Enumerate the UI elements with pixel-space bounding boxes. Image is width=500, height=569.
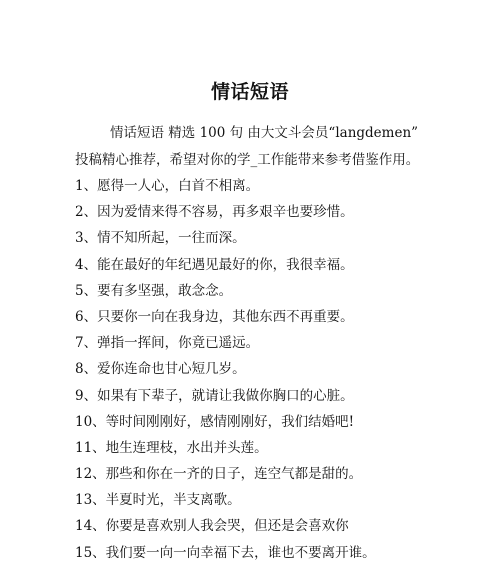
list-item: 2、因为爱情来得不容易，再多艰辛也要珍惜。 [75,204,354,221]
list-item: 14、你要是喜欢别人我会哭，但还是会喜欢你 [75,518,349,535]
document-title: 情话短语 [210,81,289,103]
list-item: 9、如果有下辈子，就请让我做你胸口的心脏。 [75,387,354,404]
list-item: 13、半夏时光，半支离歌。 [75,492,241,509]
list-item: 8、爱你连命也甘心短几岁。 [75,361,246,378]
list-item: 12、那些和你在一齐的日子，连空气都是甜的。 [75,466,363,483]
list-item: 7、弹指一挥间，你竟已遥远。 [75,335,260,352]
intro-line-2: 投稿精心推荐，希望对你的学_工作能带来参考借鉴作用。 [75,152,420,168]
phrase-list [75,176,485,569]
list-item: 3、情不知所起，一往而深。 [75,230,246,247]
list-item: 1、愿得一人心，白首不相离。 [75,178,260,194]
list-item: 11、地生连理枝，水出并头莲。 [75,439,268,456]
list-item: 5、要有多坚强，敢念念。 [75,282,233,299]
list-item: 6、只要你一向在我身边，其他东西不再重要。 [75,308,354,325]
list-item: 15、我们要一向一向幸福下去，谁也不要离开谁。 [75,544,376,561]
intro-line-1: 情话短语 精选 100 句 由大文斗会员“langdemen” [110,125,419,141]
list-item: 4、能在最好的年纪遇见最好的你，我很幸福。 [75,256,354,273]
list-item: 10、等时间刚刚好，感情刚刚好，我们结婚吧! [75,413,355,430]
